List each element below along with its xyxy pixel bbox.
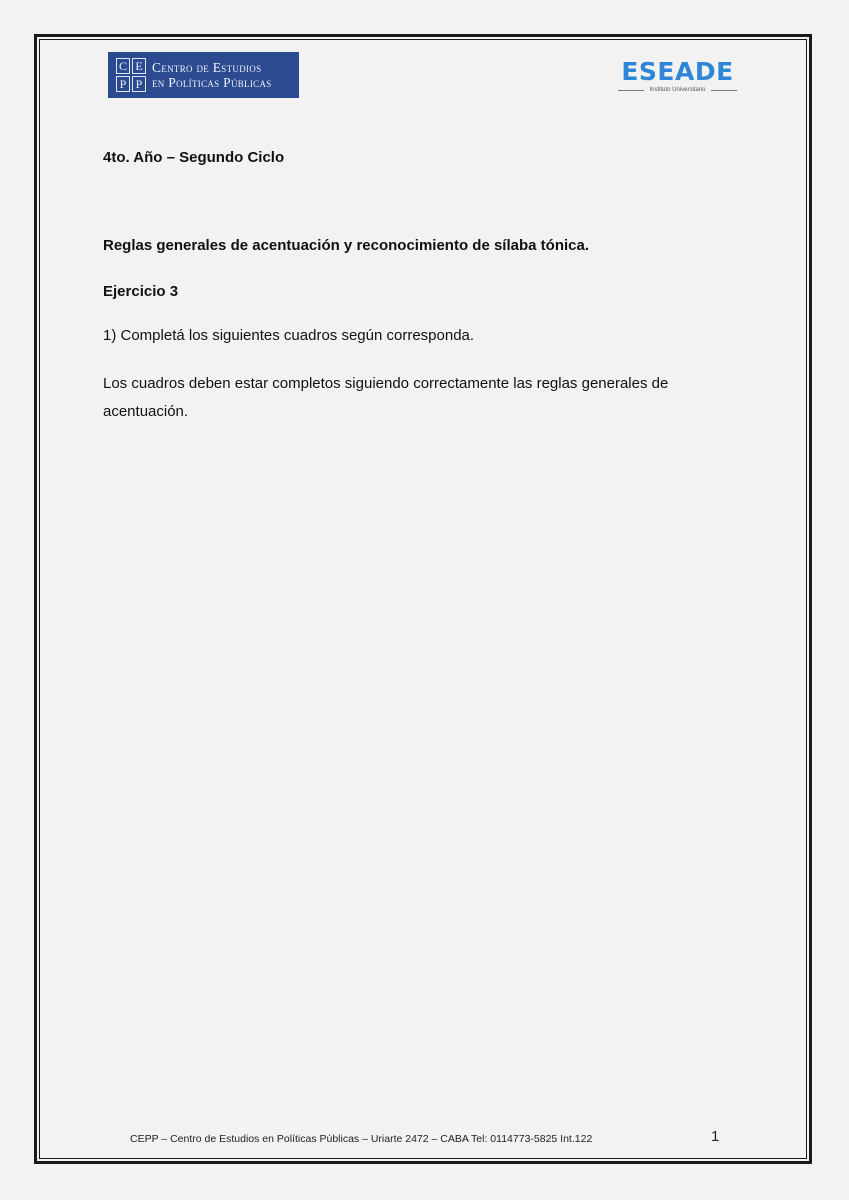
page-border-inner (39, 39, 807, 1159)
rules-heading: Reglas generales de acentuación y reconocimiento de sílaba tónica. (103, 237, 589, 254)
cepp-letter-1: C (116, 58, 130, 74)
cepp-letter-grid (116, 58, 146, 92)
cepp-letter-3: P (116, 76, 130, 92)
eseade-logo-subtitle: Instituto Universitario (649, 87, 706, 93)
instruction-1: 1) Completá los siguientes cuadros según corresponda. (103, 327, 475, 344)
instruction-2: Los cuadros deben estar completos siguiendo correctamente las reglas generales de acentuación. (103, 375, 669, 420)
cepp-logo-line2: en Políticas Públicas (152, 75, 272, 90)
eseade-logo (610, 58, 745, 100)
eseade-right-rule (711, 90, 737, 91)
cepp-logo-line1: Centro de Estudios (152, 60, 262, 75)
eseade-left-rule (618, 90, 644, 91)
cepp-logo (108, 52, 299, 98)
cepp-letter-4: P (132, 76, 146, 92)
year-heading: 4to. Año – Segundo Ciclo (103, 149, 285, 166)
cepp-logo-text (152, 60, 272, 90)
footer-text: CEPP – Centro de Estudios en Políticas Públicas – Uriarte 2472 – CABA Tel: 0114773-5825 Int.122 (130, 1133, 593, 1145)
cepp-letter-2: E (132, 58, 146, 74)
exercise-heading: Ejercicio 3 (103, 283, 179, 300)
page-number: 1 (711, 1128, 720, 1145)
eseade-logo-subtitle-row (610, 87, 745, 93)
eseade-logo-word: ESEADE (621, 57, 734, 86)
